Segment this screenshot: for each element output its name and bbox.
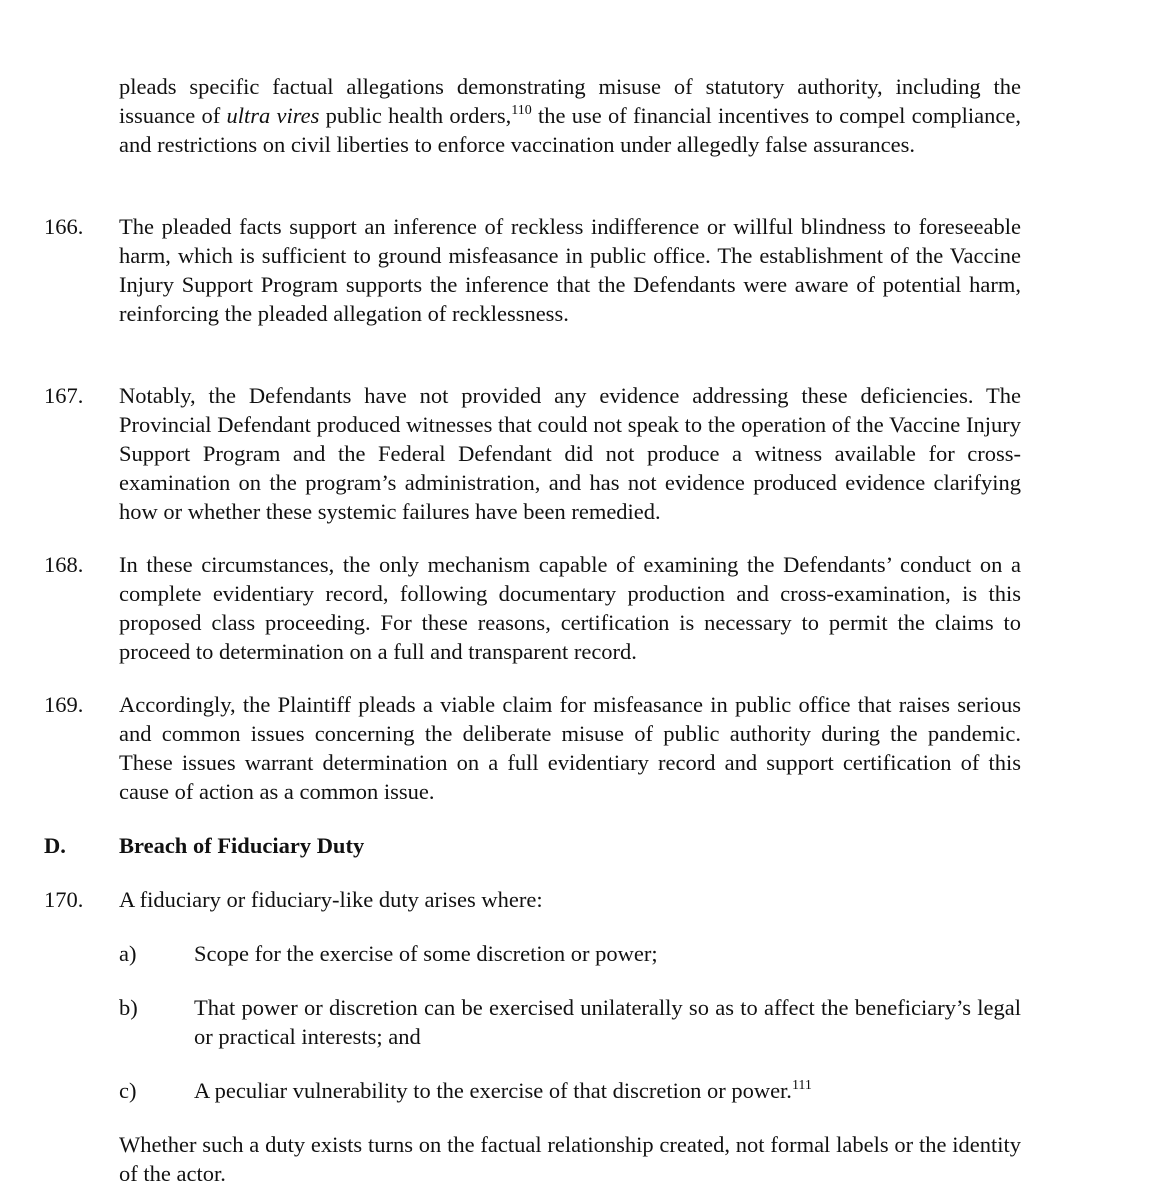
section-letter: D. <box>44 833 66 858</box>
paragraph-number-166: 166. <box>44 214 84 239</box>
list-item-text-c: A peculiar vulnerability to the exercise of that discretion or power. <box>194 1078 792 1103</box>
list-item-label-a: a) <box>119 941 137 966</box>
footnote-110[interactable]: 110 <box>511 103 532 118</box>
continuation-text-3: the use of financial incentives to compel compliance, and restrictions on civil liberties to enforce vaccination under allegedly false assurances. <box>119 103 1021 157</box>
list-item-text-a: Scope for the exercise of some discretion or power; <box>194 941 658 966</box>
continuation-paragraph <box>119 72 1021 159</box>
paragraph-number-169: 169. <box>44 692 84 717</box>
paragraph-number-170: 170. <box>44 887 84 912</box>
paragraph-170-intro: A fiduciary or fiduciary-like duty arises where: <box>119 887 543 912</box>
list-item-text-b: That power or discretion can be exercised unilaterally so as to affect the beneficiary’s legal or practical interests; and <box>194 995 1021 1049</box>
paragraph-169: Accordingly, the Plaintiff pleads a viable claim for misfeasance in public office that raises serious and common issues concerning the deliberate misuse of public authority during the pandemic. These issues warrant determination on a full evidentiary record and support certification of this cause of action as a common issue. <box>119 692 1021 804</box>
paragraph-166: The pleaded facts support an inference of reckless indifference or willful blindness to foreseeable harm, which is sufficient to ground misfeasance in public office. The establishment of the Vaccine Injury Support Program supports the inference that the Defendants were aware of potential harm, reinforcing the pleaded allegation of recklessness. <box>119 214 1021 326</box>
continuation-italic: ultra vires <box>226 103 320 128</box>
paragraph-number-168: 168. <box>44 552 84 577</box>
list-item-label-c: c) <box>119 1078 137 1103</box>
continuation-text-1: pleads specific factual allegations demonstrating misuse of statutory authority, including the issuance of <box>119 74 1021 128</box>
paragraph-170-closing: Whether such a duty exists turns on the factual relationship created, not formal labels or the identity of the actor. <box>119 1132 1021 1186</box>
section-title: Breach of Fiduciary Duty <box>119 833 365 858</box>
list-item-label-b: b) <box>119 995 138 1020</box>
paragraph-167: Notably, the Defendants have not provided any evidence addressing these deficiencies. The Provincial Defendant produced witnesses that could not speak to the operation of the Vaccine Injury Support Program and the Federal Defendant did not produce a witness available for cross-examination on the program’s administration, and has not evidence produced evidence clarifying how or whether these systemic failures have been remedied. <box>119 383 1021 524</box>
paragraph-number-167: 167. <box>44 383 84 408</box>
paragraph-168: In these circumstances, the only mechanism capable of examining the Defendants’ conduct on a complete evidentiary record, following documentary production and cross-examination, is this proposed class proceeding. For these reasons, certification is necessary to permit the claims to proceed to determination on a full and transparent record. <box>119 552 1021 664</box>
footnote-111[interactable]: 111 <box>791 1078 812 1093</box>
list-item-c <box>194 1076 1021 1105</box>
continuation-text-2: public health orders, <box>319 103 512 128</box>
